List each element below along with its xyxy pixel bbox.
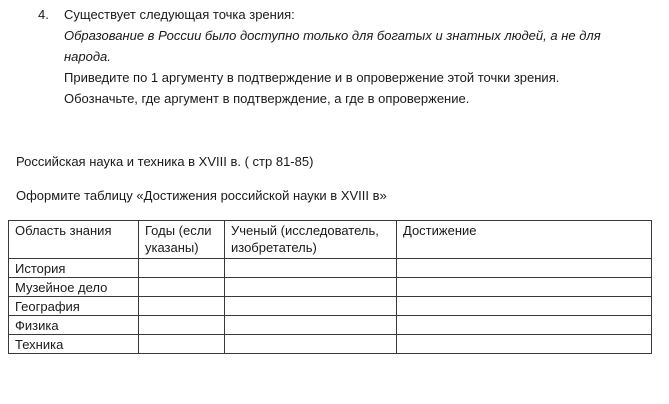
table-cell[interactable] [397, 316, 652, 335]
table-header-row [9, 221, 652, 259]
table-cell[interactable] [139, 278, 225, 297]
header-cell-scientist: Ученый (исследователь, изобретатель) [225, 221, 397, 259]
task-item [38, 4, 658, 109]
table-instruction: Оформите таблицу «Достижения российской науки в XVIII в» [16, 188, 387, 203]
task-intro: Существует следующая точка зрения: [64, 7, 295, 22]
table-cell[interactable] [397, 259, 652, 278]
task-content [64, 4, 658, 109]
table-cell[interactable]: Техника [9, 335, 139, 354]
table-cell[interactable] [139, 335, 225, 354]
table-cell[interactable]: Физика [9, 316, 139, 335]
table-cell[interactable] [225, 297, 397, 316]
table-cell[interactable] [397, 335, 652, 354]
table-cell[interactable]: География [9, 297, 139, 316]
table-cell[interactable] [225, 259, 397, 278]
table-cell[interactable] [225, 278, 397, 297]
table-cell[interactable] [139, 259, 225, 278]
table-row [9, 278, 652, 297]
table-cell[interactable] [397, 278, 652, 297]
table-cell[interactable]: Музейное дело [9, 278, 139, 297]
table-row [9, 335, 652, 354]
task-quote-line-2: народа. [64, 49, 111, 64]
header-cell-field: Область знания [9, 221, 139, 259]
task-instruction-line-2: Обозначьте, где аргумент в подтверждение, а где в опровержение. [64, 91, 470, 106]
section-title: Российская наука и техника в XVIII в. ( стр 81-85) [16, 154, 314, 169]
task-number: 4. [38, 7, 49, 22]
table-row [9, 297, 652, 316]
task-block [38, 4, 658, 109]
header-cell-years: Годы (если указаны) [139, 221, 225, 259]
task-instruction-line-1: Приведите по 1 аргументу в подтверждение и в опровержение этой точки зрения. [64, 70, 560, 85]
table-cell[interactable] [225, 335, 397, 354]
table-cell[interactable] [225, 316, 397, 335]
table-cell[interactable] [139, 316, 225, 335]
table-row [9, 316, 652, 335]
achievements-table [8, 220, 652, 354]
table-cell[interactable]: История [9, 259, 139, 278]
header-cell-achievement: Достижение [397, 221, 652, 259]
task-quote-line-1: Образование в России было доступно только для богатых и знатных людей, а не для [64, 28, 601, 43]
table-row [9, 259, 652, 278]
table-cell[interactable] [397, 297, 652, 316]
table-cell[interactable] [139, 297, 225, 316]
